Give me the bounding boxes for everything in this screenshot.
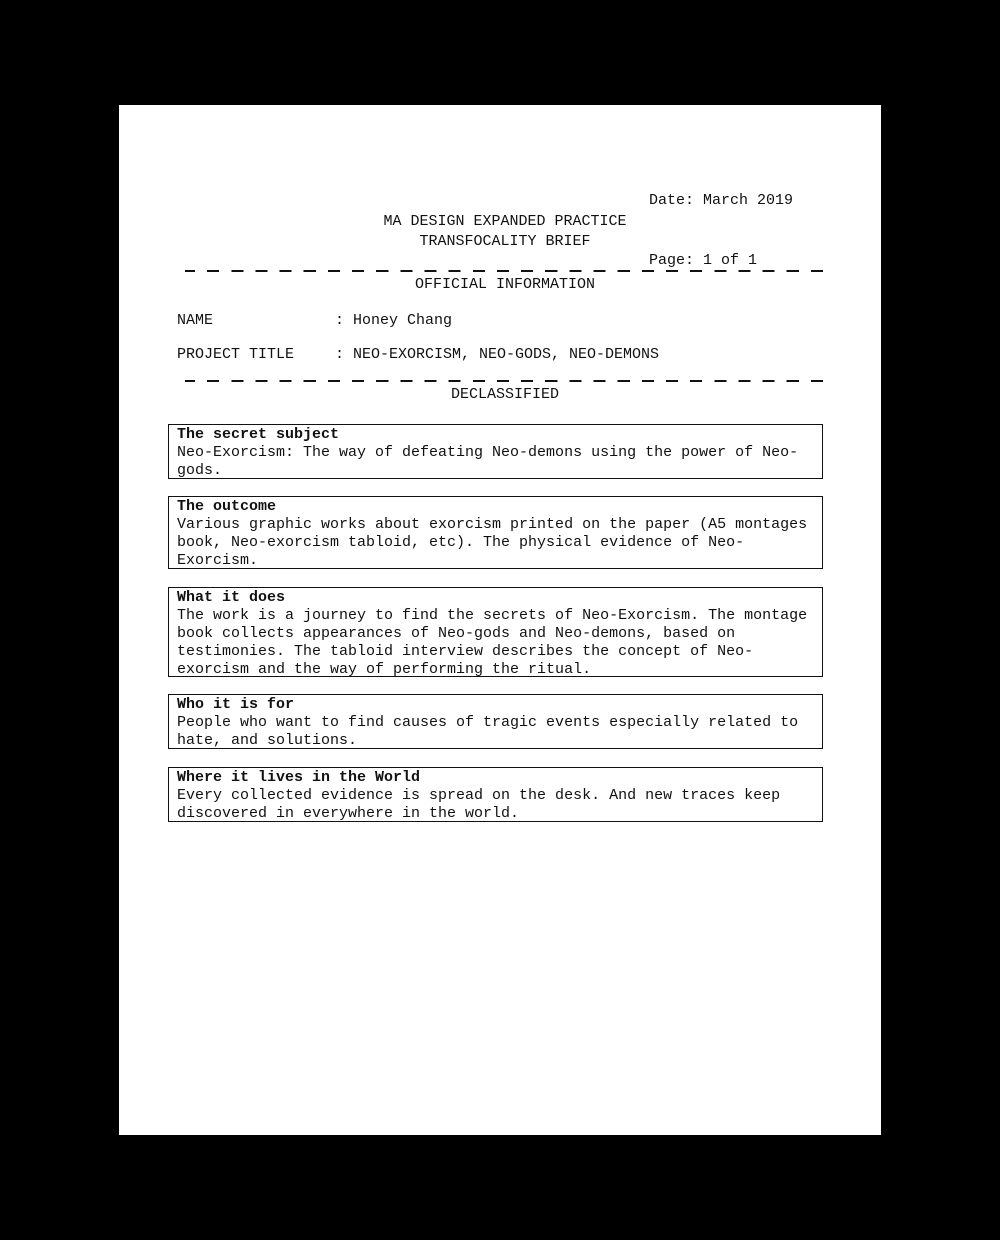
section-what-it-does <box>168 587 823 677</box>
section-body: Neo-Exorcism: The way of defeating Neo-demons using the power of Neo-gods. <box>177 444 799 479</box>
title-line-1: MA DESIGN EXPANDED PRACTICE <box>383 213 627 230</box>
page-number: Page: 1 of 1 <box>649 252 758 269</box>
section-body: Various graphic works about exorcism printed on the paper (A5 montages book, Neo-exorcism tabloid, etc). The physical evidence of Neo-Exorcism. <box>177 516 808 569</box>
section-secret-subject <box>168 424 823 479</box>
section-outcome <box>168 496 823 569</box>
section-title: The outcome <box>177 498 277 515</box>
section-title: Who it is for <box>177 696 295 713</box>
date-line: Date: March 2019 <box>649 192 794 209</box>
declassified-heading: DECLASSIFIED <box>450 386 560 403</box>
document-page <box>119 105 881 1135</box>
dashed-divider-declassified <box>185 380 827 382</box>
section-body: The work is a journey to find the secrets of Neo-Exorcism. The montage book collects appearances of Neo-gods and Neo-demons, based on testimonies. The tabloid interview describes the concept of Neo-exorcism and the way of performing the ritual. <box>177 607 808 678</box>
name-field <box>177 311 452 331</box>
section-who-it-is-for <box>168 694 823 749</box>
dashed-divider-official <box>185 270 827 272</box>
section-body: People who want to find causes of tragic events especially related to hate, and solutions. <box>177 714 799 749</box>
section-title: What it does <box>177 589 286 606</box>
section-title: Where it lives in the World <box>177 769 421 786</box>
project-title-label: PROJECT TITLE <box>177 346 295 363</box>
project-title-value: : NEO-EXORCISM, NEO-GODS, NEO-DEMONS <box>335 346 660 363</box>
name-label: NAME <box>177 312 214 329</box>
official-information-heading: OFFICIAL INFORMATION <box>414 276 596 293</box>
project-title-field <box>177 345 659 365</box>
section-body: Every collected evidence is spread on the desk. And new traces keep discovered in everywhere in the world. <box>177 787 781 822</box>
section-where-it-lives <box>168 767 823 822</box>
document-title <box>119 212 891 252</box>
title-line-2: TRANSFOCALITY BRIEF <box>419 233 591 250</box>
name-value: : Honey Chang <box>335 312 453 329</box>
section-title: The secret subject <box>177 426 340 443</box>
